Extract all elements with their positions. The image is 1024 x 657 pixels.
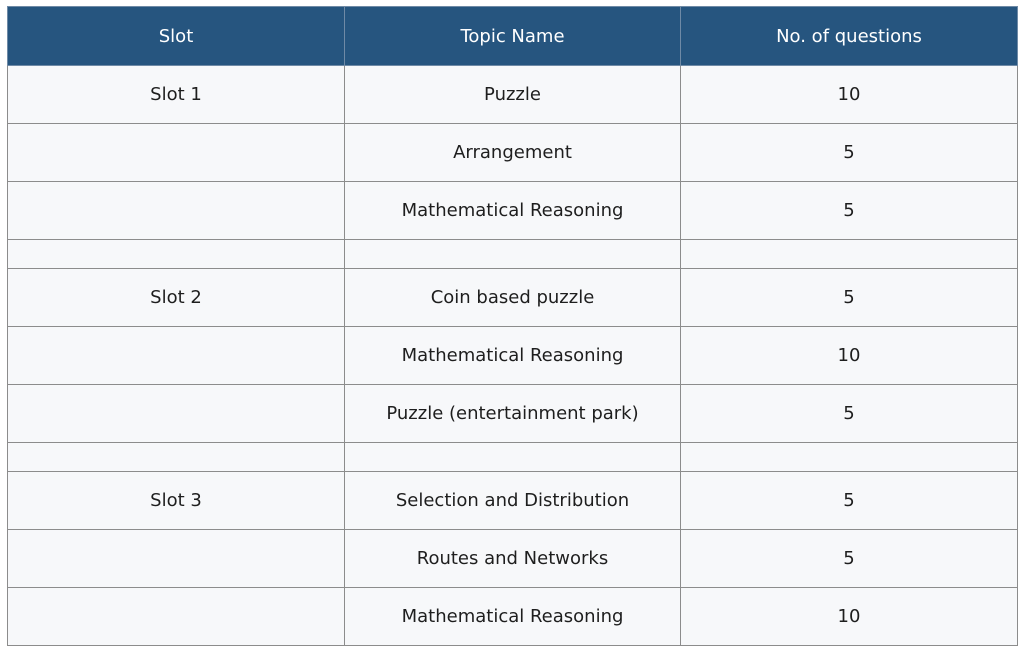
- count-cell: [681, 240, 1018, 269]
- topic-cell: Mathematical Reasoning: [345, 327, 681, 385]
- topic-cell: Mathematical Reasoning: [345, 182, 681, 240]
- table-row: [8, 269, 1018, 327]
- topic-cell: Selection and Distribution: [345, 472, 681, 530]
- table-row: [8, 588, 1018, 646]
- slot-cell: Slot 1: [8, 66, 345, 124]
- slot-cell: [8, 182, 345, 240]
- topic-cell: Mathematical Reasoning: [345, 588, 681, 646]
- slot-cell: [8, 588, 345, 646]
- slot-cell: [8, 530, 345, 588]
- topic-cell: Routes and Networks: [345, 530, 681, 588]
- slot-cell: [8, 124, 345, 182]
- slot-topic-table: [7, 6, 1018, 646]
- slot-cell: [8, 240, 345, 269]
- topic-cell: Coin based puzzle: [345, 269, 681, 327]
- table-row: [8, 327, 1018, 385]
- table-row: [8, 472, 1018, 530]
- count-cell: 10: [681, 588, 1018, 646]
- count-cell: 5: [681, 182, 1018, 240]
- topic-cell: Puzzle (entertainment park): [345, 385, 681, 443]
- table-spacer-row: [8, 443, 1018, 472]
- slot-cell: Slot 2: [8, 269, 345, 327]
- slot-cell: [8, 443, 345, 472]
- slot-cell: Slot 3: [8, 472, 345, 530]
- slot-table-container: [7, 6, 1017, 646]
- table-row: [8, 124, 1018, 182]
- count-cell: 5: [681, 530, 1018, 588]
- count-cell: 5: [681, 385, 1018, 443]
- slot-cell: [8, 327, 345, 385]
- count-cell: 10: [681, 327, 1018, 385]
- table-spacer-row: [8, 240, 1018, 269]
- count-cell: 10: [681, 66, 1018, 124]
- header-topic-name: Topic Name: [345, 7, 681, 66]
- topic-cell: Arrangement: [345, 124, 681, 182]
- table-row: [8, 182, 1018, 240]
- topic-cell: [345, 240, 681, 269]
- header-slot: Slot: [8, 7, 345, 66]
- table-row: [8, 530, 1018, 588]
- count-cell: [681, 443, 1018, 472]
- header-question-count: No. of questions: [681, 7, 1018, 66]
- table-row: [8, 66, 1018, 124]
- slot-cell: [8, 385, 345, 443]
- table-row: [8, 385, 1018, 443]
- topic-cell: Puzzle: [345, 66, 681, 124]
- table-header-row: [8, 7, 1018, 66]
- count-cell: 5: [681, 269, 1018, 327]
- count-cell: 5: [681, 124, 1018, 182]
- count-cell: 5: [681, 472, 1018, 530]
- topic-cell: [345, 443, 681, 472]
